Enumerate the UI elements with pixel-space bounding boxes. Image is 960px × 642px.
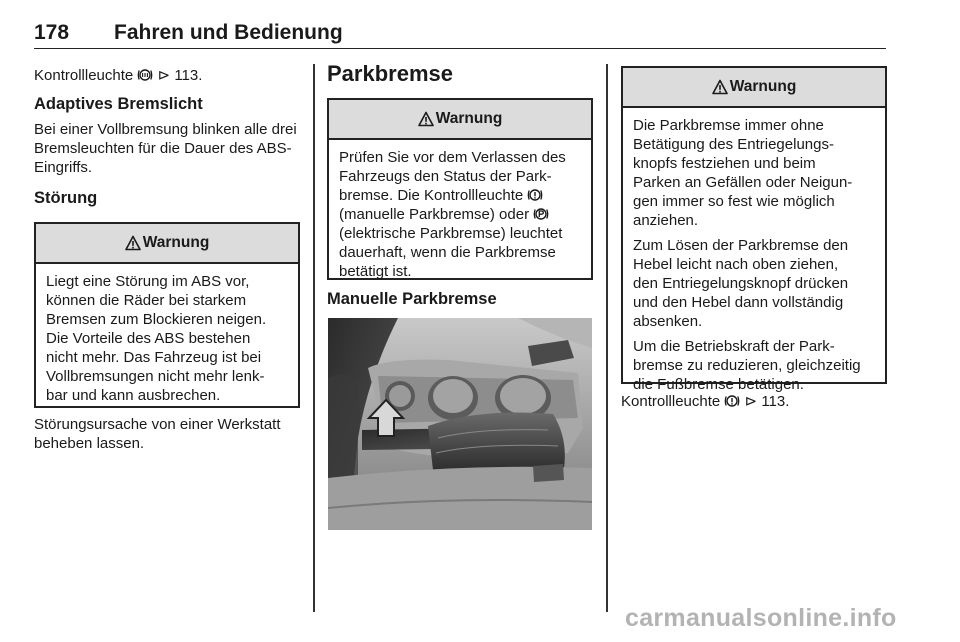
- warning-paragraph: Zum Lösen der Parkbremse den Hebel leicht nach oben ziehen, den Entriegelungsknopf drücken und den Hebel dann vollständig absenken.: [633, 237, 849, 330]
- page-title: Fahren und Bedienung: [114, 21, 343, 44]
- column-divider-right: [606, 64, 608, 612]
- warning-paragraph: Die Parkbremse immer ohne Betätigung des Entriegelungs- knopfs festziehen und beim Parken an Gefällen oder Neigun- gen immer so fest wie möglich anziehen.: [633, 117, 853, 229]
- warning-line: Bremsen zum Blockieren neigen.: [46, 311, 267, 328]
- right-reference-line: Kontrollleuchte ⊳ 113.: [621, 393, 790, 410]
- warning-title: Warnung: [729, 78, 797, 95]
- reference-page: 113.: [761, 393, 790, 410]
- warning-line: Vollbremsungen nicht mehr lenk-: [46, 368, 265, 385]
- warning-line: bar und kann ausbrechen.: [46, 387, 221, 404]
- warning-body: [623, 108, 885, 394]
- brake-warning-light-icon: [527, 188, 543, 202]
- warning-title: Warnung: [435, 110, 503, 127]
- section-title-parking-brake: Parkbremse: [327, 61, 453, 86]
- warning-line: bremse. Die Kontrollleuchte: [339, 186, 581, 205]
- warning-line: können die Räder bei starkem: [46, 292, 247, 309]
- warning-line: dauerhaft, wenn die Parkbremse: [339, 244, 556, 261]
- warning-box-parking-brake-usage: [621, 66, 887, 393]
- reference-arrow-icon: ⊳: [744, 393, 758, 410]
- warning-line: (manuelle Parkbremse) oder: [339, 205, 581, 224]
- abs-warning-light-icon: [137, 68, 153, 82]
- subsection-title-manual-parking-brake: Manuelle Parkbremse: [327, 290, 497, 308]
- warning-line: Fahrzeugs den Status der Park-: [339, 168, 552, 185]
- warning-box-parking-brake: [327, 98, 593, 280]
- warning-line: nicht mehr. Das Fahrzeug ist bei: [46, 349, 262, 366]
- warning-triangle-icon: [125, 235, 141, 251]
- section-text-adaptive-brake-light: Bei einer Vollbremsung blinken alle drei Bremsleuchten für die Dauer des ABS-Eingriffs.: [34, 121, 297, 176]
- warning-paragraph: Um die Betriebskraft der Park- bremse zu reduzieren, gleichzeitig die Fußbremse betätigen.: [633, 338, 861, 393]
- warning-body: [329, 140, 591, 281]
- subsection-title-fault: Störung: [34, 189, 98, 207]
- warning-triangle-icon: [418, 111, 434, 127]
- left-column: [34, 66, 300, 208]
- reference-page: 113.: [174, 67, 203, 84]
- watermark: carmanualsonline.info: [625, 604, 897, 632]
- warning-header: [36, 224, 298, 264]
- section-title-adaptive-brake-light: Adaptives Bremslicht: [34, 95, 203, 113]
- warning-header: [623, 68, 885, 108]
- parking-brake-photo: [328, 318, 592, 530]
- abs-reference-line: Kontrollleuchte ⊳ 113.: [34, 67, 203, 84]
- warning-line: betätigt ist.: [339, 263, 412, 280]
- left-after-text: Störungsursache von einer Werkstatt beheben lassen.: [34, 416, 281, 452]
- warning-body: [36, 264, 298, 405]
- reference-arrow-icon: ⊳: [157, 67, 171, 84]
- electric-parking-brake-icon: [533, 207, 549, 221]
- warning-line: Liegt eine Störung im ABS vor,: [46, 273, 250, 290]
- page-header: [34, 18, 886, 49]
- warning-line: Prüfen Sie vor dem Verlassen des: [339, 149, 566, 166]
- warning-header: [329, 100, 591, 140]
- middle-subsection: [327, 290, 593, 309]
- warning-triangle-icon: [712, 79, 728, 95]
- warning-box-abs: [34, 222, 300, 408]
- warning-line: Die Vorteile des ABS bestehen: [46, 330, 251, 347]
- column-divider-left: [313, 64, 315, 612]
- page-number: 178: [34, 21, 70, 44]
- middle-column-title: [327, 61, 593, 86]
- parking-brake-illustration: [328, 318, 592, 530]
- warning-line: (elektrische Parkbremse) leuchtet: [339, 225, 563, 242]
- warning-title: Warnung: [142, 234, 210, 251]
- brake-warning-light-icon: [724, 394, 740, 408]
